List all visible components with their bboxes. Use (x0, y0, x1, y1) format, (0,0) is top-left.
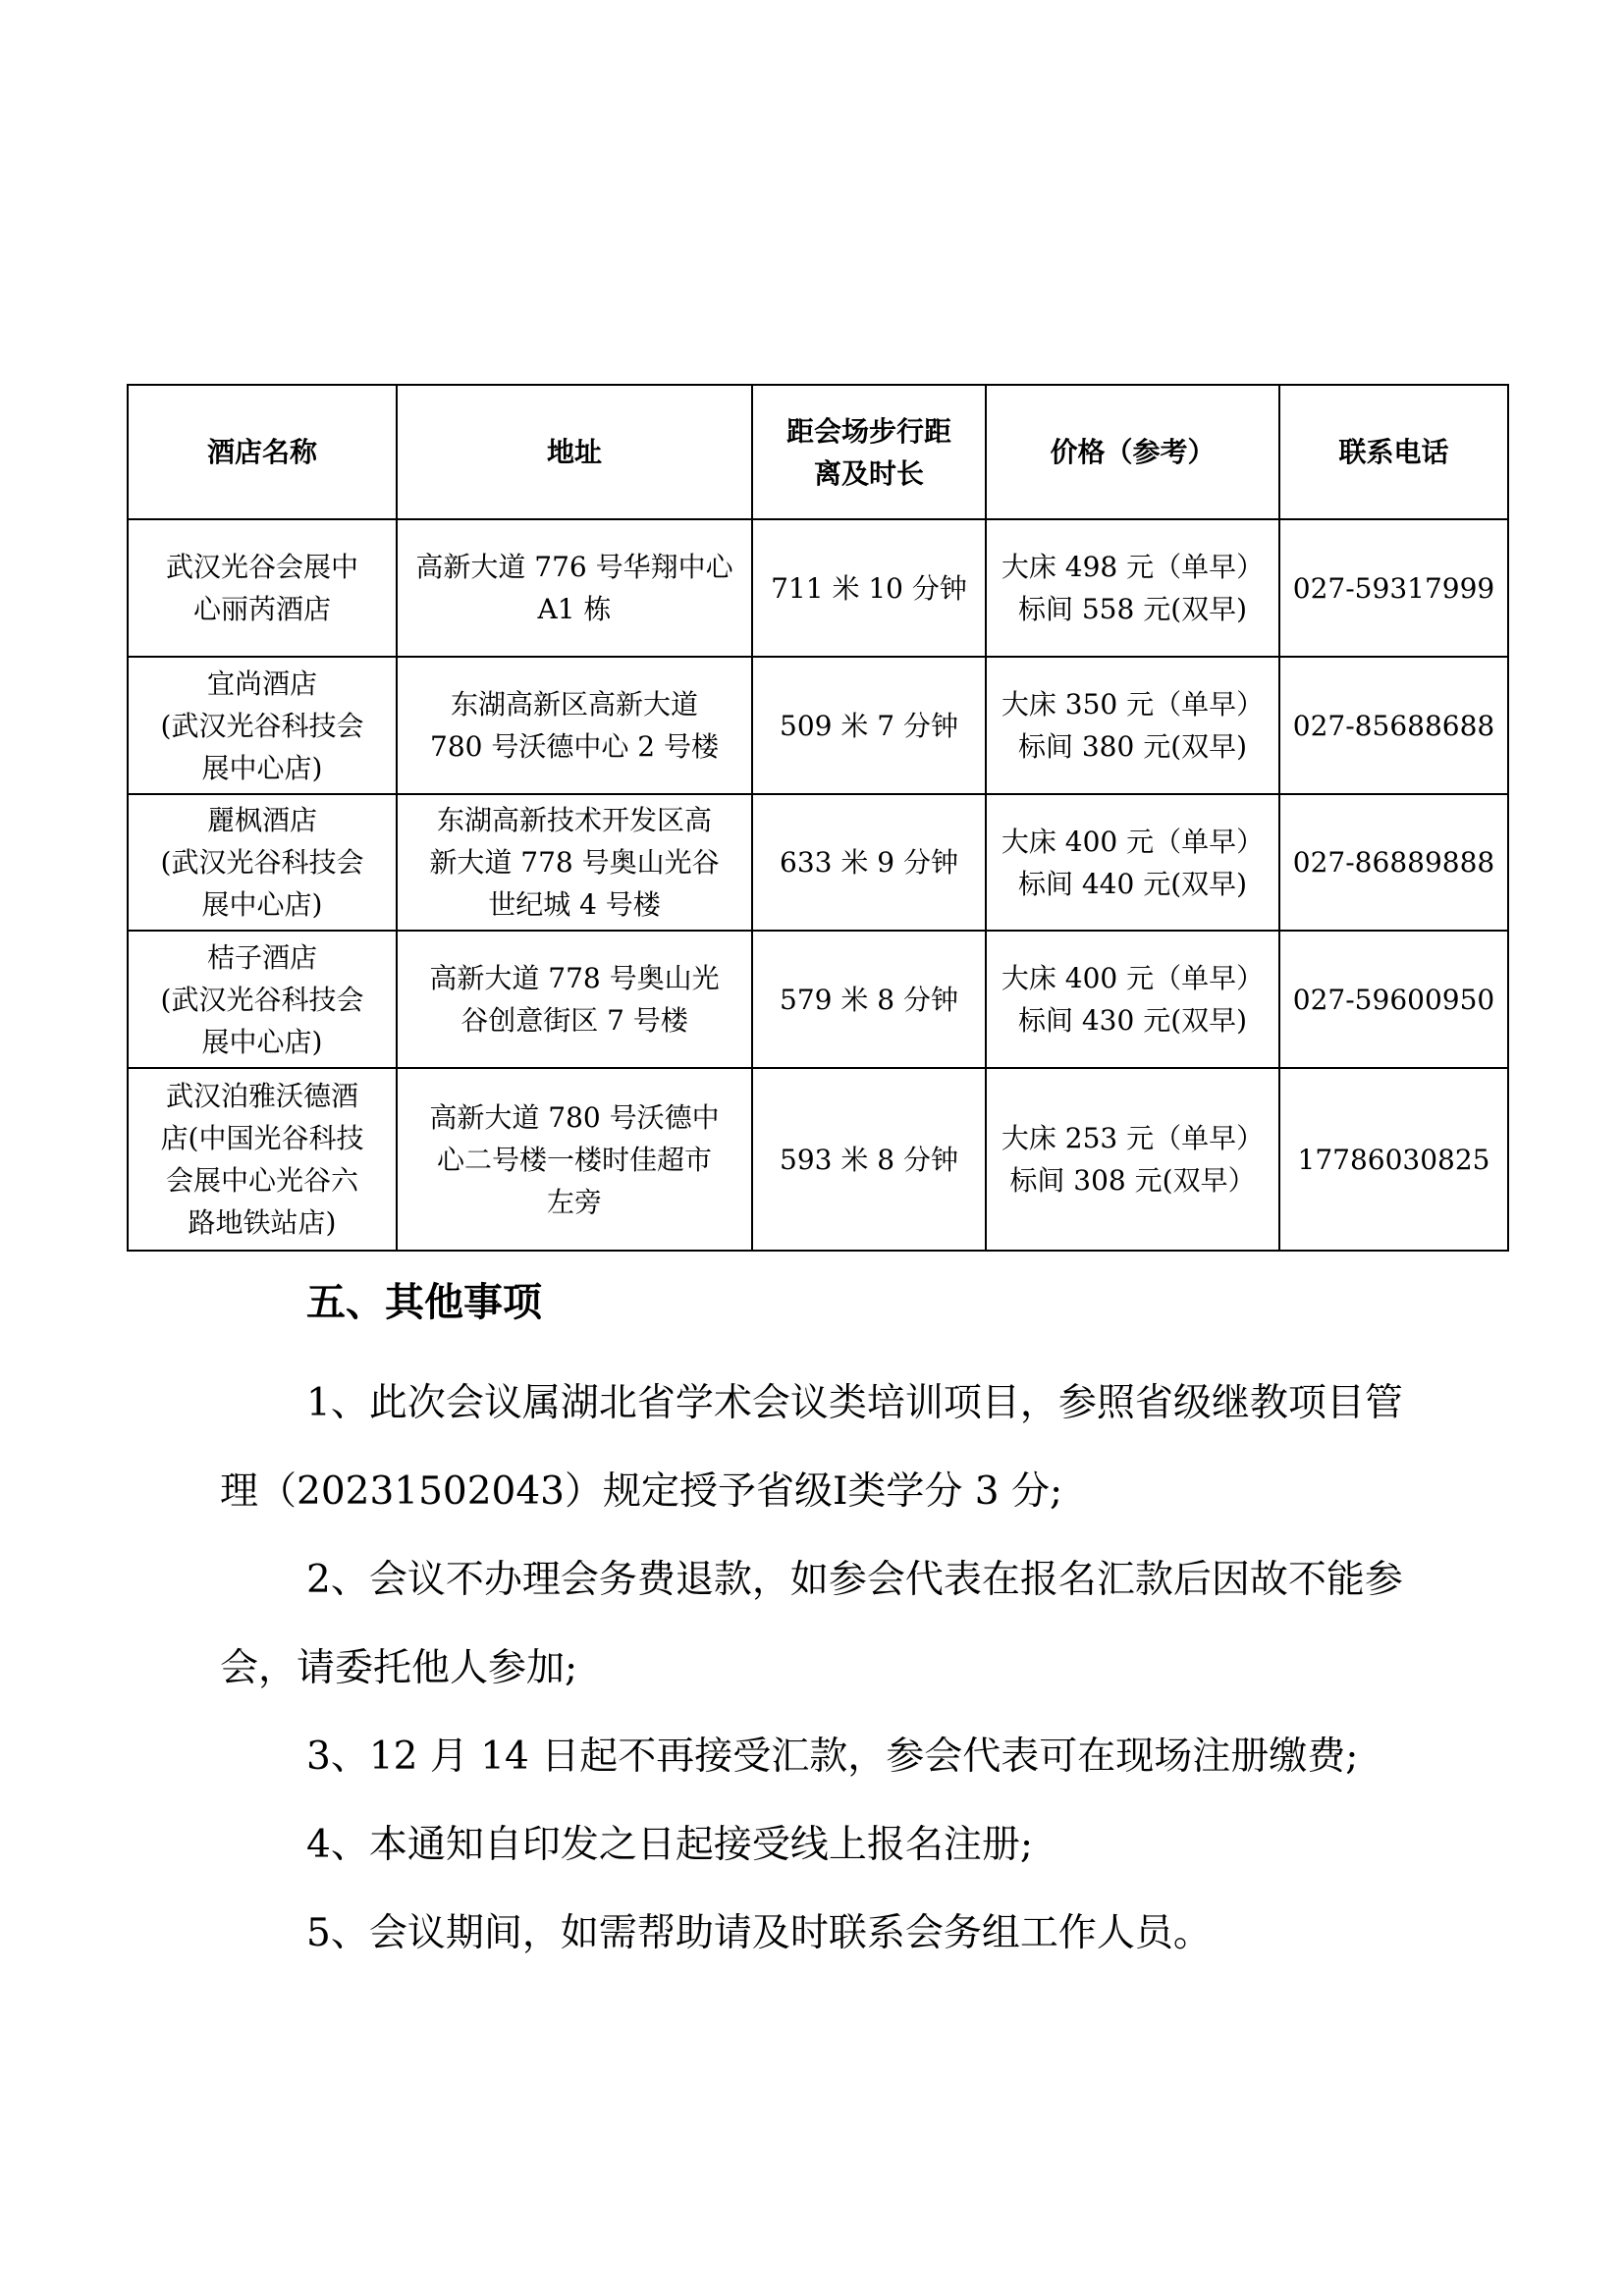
price-cell (986, 931, 1279, 1068)
distance-cell (752, 794, 986, 931)
phone-line: 027-59317999 (1292, 571, 1495, 605)
distance-cell (752, 657, 986, 794)
address-line: 谷创意街区 7 号楼 (460, 1004, 688, 1037)
table-row (128, 519, 1508, 657)
distance-cell (752, 1068, 986, 1251)
phone-line: 027-59600950 (1292, 983, 1495, 1016)
table-row (128, 1068, 1508, 1251)
price-cell (986, 657, 1279, 794)
price-line: 大床 400 元（单早） (1001, 962, 1265, 994)
hotel-name-line: 展中心店) (201, 1025, 323, 1058)
hotel-name-line: 宜尚酒店 (206, 667, 317, 700)
hotel-name-line: (武汉光谷科技会 (160, 846, 364, 879)
address-line: 780 号沃德中心 2 号楼 (430, 730, 719, 763)
distance-line: 711 米 10 分钟 (771, 571, 967, 605)
phone-cell (1279, 931, 1508, 1068)
address-line: 新大道 778 号奥山光谷 (429, 846, 720, 879)
distance-line: 633 米 9 分钟 (780, 846, 958, 879)
notes-list (220, 1360, 1428, 1978)
price-line: 标间 558 元(双早) (1017, 593, 1248, 625)
hotel-name-cell (128, 794, 397, 931)
hotel-name-line: 武汉泊雅沃德酒 (165, 1080, 358, 1112)
address-line: 高新大道 780 号沃德中 (429, 1100, 720, 1134)
table-row (128, 657, 1508, 794)
price-line: 大床 253 元（单早） (1001, 1122, 1265, 1154)
price-line: 大床 350 元（单早） (1001, 688, 1265, 721)
hotel-name-line: 心丽芮酒店 (192, 593, 331, 625)
header-line: 离及时长 (813, 456, 924, 490)
hotel-name-cell (128, 1068, 397, 1251)
hotel-name-cell (128, 657, 397, 794)
hotel-name-cell (128, 519, 397, 657)
hotel-name-line: (武汉光谷科技会 (160, 983, 364, 1016)
address-line: 左旁 (546, 1185, 602, 1218)
header-line: 联系电话 (1338, 436, 1449, 468)
note-item: 4、本通知自印发之日起接受线上报名注册; (306, 1823, 1033, 1867)
address-cell (397, 794, 752, 931)
note-item: 5、会议期间，如需帮助请及时联系会务组工作人员。 (306, 1911, 1212, 1955)
distance-cell (752, 931, 986, 1068)
address-line: 世纪城 4 号楼 (488, 888, 661, 921)
hotel-name-line: 展中心店) (201, 751, 323, 784)
table-header-row (128, 385, 1508, 519)
phone-cell (1279, 794, 1508, 931)
header-phone (1279, 385, 1508, 519)
price-line: 大床 498 元（单早） (1001, 551, 1265, 583)
price-line: 标间 380 元(双早) (1017, 730, 1248, 763)
header-line: 酒店名称 (206, 436, 317, 468)
header-line: 距会场步行距 (785, 414, 951, 448)
hotel-name-line: 路地铁站店) (188, 1206, 337, 1239)
phone-line: 027-86889888 (1292, 846, 1495, 879)
header-line: 地址 (546, 436, 602, 468)
hotel-name-cell (128, 931, 397, 1068)
header-hotel-name (128, 385, 397, 519)
address-line: 东湖高新技术开发区高 (436, 804, 712, 836)
phone-line: 027-85688688 (1292, 709, 1495, 742)
address-line: 东湖高新区高新大道 (450, 688, 698, 721)
address-line: 高新大道 778 号奥山光 (429, 962, 720, 994)
price-cell (986, 519, 1279, 657)
phone-cell (1279, 1068, 1508, 1251)
hotel-name-line: (武汉光谷科技会 (160, 709, 364, 742)
hotel-name-line: 展中心店) (201, 888, 323, 921)
header-address (397, 385, 752, 519)
distance-line: 509 米 7 分钟 (780, 709, 958, 742)
address-line: 心二号楼一楼时佳超市 (436, 1143, 712, 1176)
hotel-table (127, 384, 1509, 1252)
header-distance (752, 385, 986, 519)
address-cell (397, 931, 752, 1068)
price-line: 标间 440 元(双早) (1017, 867, 1248, 900)
address-cell (397, 1068, 752, 1251)
note-item: 3、12 月 14 日起不再接受汇款，参会代表可在现场注册缴费; (306, 1735, 1359, 1779)
phone-cell (1279, 657, 1508, 794)
distance-line: 593 米 8 分钟 (780, 1143, 958, 1176)
table-row (128, 931, 1508, 1068)
hotel-name-line: 桔子酒店 (206, 940, 317, 974)
phone-cell (1279, 519, 1508, 657)
hotel-name-line: 店(中国光谷科技 (160, 1122, 364, 1154)
address-line: 高新大道 776 号华翔中心 (415, 551, 733, 583)
distance-line: 579 米 8 分钟 (780, 983, 958, 1016)
hotel-name-line: 武汉光谷会展中 (165, 551, 358, 583)
note-item: 1、此次会议属湖北省学术会议类培训项目，参照省级继教项目管理（20231502043）规定授予省级Ⅰ类学分 3 分; (220, 1381, 1403, 1514)
address-line: A1 栋 (537, 593, 612, 625)
address-cell (397, 519, 752, 657)
price-cell (986, 1068, 1279, 1251)
hotel-name-line: 会展中心光谷六 (165, 1164, 358, 1197)
price-cell (986, 794, 1279, 931)
phone-line: 17786030825 (1297, 1143, 1490, 1176)
table-row (128, 794, 1508, 931)
address-cell (397, 657, 752, 794)
price-line: 大床 400 元（单早） (1001, 825, 1265, 858)
price-line: 标间 308 元(双早） (1009, 1164, 1256, 1197)
distance-cell (752, 519, 986, 657)
header-price (986, 385, 1279, 519)
note-item: 2、会议不办理会务费退款，如参会代表在报名汇款后因故不能参会，请委托他人参加; (220, 1558, 1403, 1690)
hotel-name-line: 麗枫酒店 (206, 804, 317, 836)
header-line: 价格（参考） (1050, 436, 1216, 468)
section-heading: 五、其他事项 (306, 1280, 542, 1325)
price-line: 标间 430 元(双早) (1017, 1004, 1248, 1037)
